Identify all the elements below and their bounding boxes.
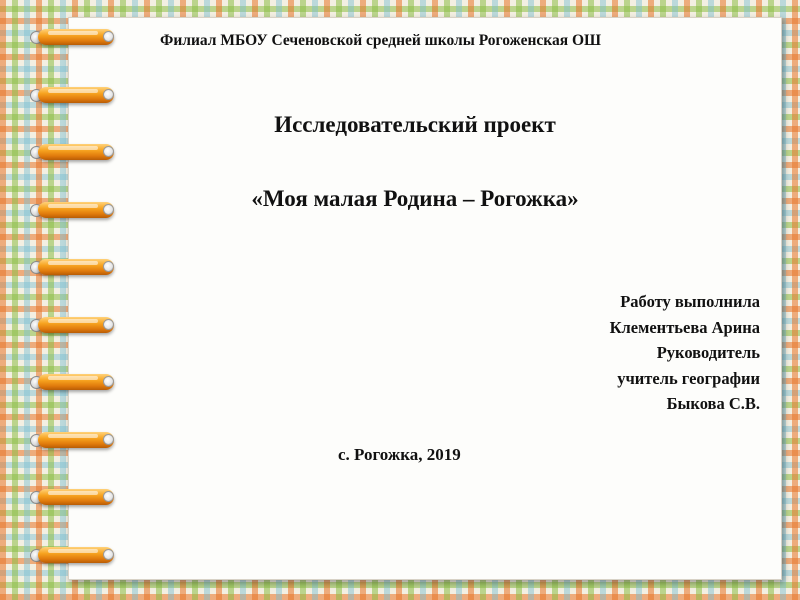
binder-ring-icon (30, 429, 116, 451)
credits-line-supervisor-label: Руководитель (656, 343, 760, 362)
binder-ring-icon (30, 84, 116, 106)
credits-line-supervisor-name: Быкова С.В. (666, 394, 760, 413)
binder-ring-icon (30, 256, 116, 278)
credits-line-student-name: Клементьева Арина (609, 317, 760, 337)
binder-ring-icon (30, 371, 116, 393)
binder-ring-icon (30, 544, 116, 566)
credits-line-performed-by: Работу выполнила (620, 292, 760, 311)
binder-ring-icon (30, 314, 116, 336)
binder-ring-icon (30, 26, 116, 48)
credits-block (610, 289, 760, 417)
binder-rings (30, 26, 116, 572)
credits-line-supervisor-role: учитель географии (617, 368, 760, 388)
project-type-heading: Исследовательский проект (274, 112, 556, 137)
binder-ring-icon (30, 486, 116, 508)
school-name: Филиал МБОУ Сеченовской средней школы Рогоженская ОШ (160, 32, 602, 49)
place-and-year: с. Рогожка, 2019 (338, 445, 461, 464)
project-title: «Моя малая Родина – Рогожка» (251, 186, 579, 211)
binder-ring-icon (30, 141, 116, 163)
